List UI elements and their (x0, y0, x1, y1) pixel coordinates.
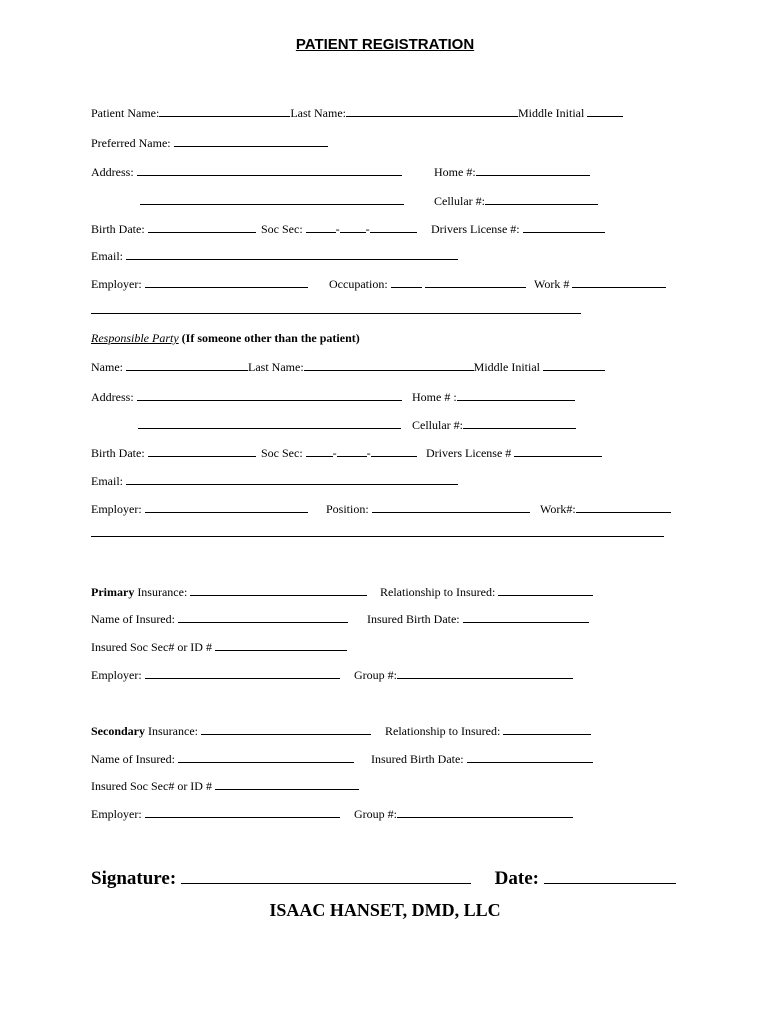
patient-employer-row (91, 276, 570, 332)
responsible-soc-sec-label: Soc Sec: (261, 446, 303, 460)
responsible-birth-date-field[interactable] (148, 445, 256, 457)
patient-first-name-label: Patient Name: (91, 106, 160, 120)
date-label: Date: (494, 868, 539, 889)
primary-name-insured-label: Name of Insured: (91, 612, 175, 626)
primary-soc-id-label: Insured Soc Sec# or ID # (91, 640, 212, 654)
patient-work-field[interactable] (572, 276, 666, 288)
secondary-insurance-field[interactable] (201, 723, 371, 735)
responsible-position-label: Position: (326, 502, 369, 516)
responsible-ssn-part3-field[interactable] (371, 445, 417, 457)
responsible-party-note: (If someone other than the patient) (181, 331, 360, 345)
secondary-name-insured-field[interactable] (178, 751, 354, 763)
responsible-email-field[interactable] (126, 473, 458, 485)
secondary-insured-birth-label: Insured Birth Date: (371, 752, 464, 766)
primary-relationship-label: Relationship to Insured: (380, 585, 496, 599)
patient-address-label: Address: (91, 165, 134, 179)
patient-birth-date-field[interactable] (148, 221, 256, 233)
responsible-ssn-part1-field[interactable] (306, 445, 333, 457)
patient-drivers-license-field[interactable] (523, 221, 605, 233)
primary-insurance-label: Insurance: (137, 585, 188, 599)
secondary-soc-id-field[interactable] (215, 778, 359, 790)
secondary-name-insured-label: Name of Insured: (91, 752, 175, 766)
section-divider (91, 536, 664, 537)
responsible-name-label: Name: (91, 360, 123, 374)
responsible-birth-row: Birth Date: Soc Sec: - - Drivers License # (91, 445, 97, 501)
secondary-group-label: Group #: (354, 807, 397, 821)
responsible-first-name-field[interactable] (126, 359, 248, 371)
primary-relationship-field[interactable] (498, 584, 593, 596)
patient-last-name-label: Last Name: (290, 106, 346, 120)
secondary-relationship-field[interactable] (503, 723, 591, 735)
responsible-birth-date-label: Birth Date: (91, 446, 145, 460)
patient-cellular-field[interactable] (485, 193, 598, 205)
preferred-name-label: Preferred Name: (91, 136, 171, 150)
primary-employer-field[interactable] (145, 667, 340, 679)
responsible-middle-initial-field[interactable] (543, 359, 605, 371)
patient-first-name-field[interactable] (159, 105, 290, 117)
responsible-position-field[interactable] (372, 501, 530, 513)
responsible-last-name-field[interactable] (304, 359, 474, 371)
preferred-name-field[interactable] (174, 135, 328, 147)
patient-home-field[interactable] (476, 164, 590, 176)
signature-row (91, 867, 676, 890)
patient-occupation-label: Occupation: (329, 277, 388, 291)
secondary-employer-row (91, 806, 397, 848)
form-title: PATIENT REGISTRATION (295, 36, 475, 53)
responsible-cellular-label: Cellular #: (412, 418, 463, 432)
patient-middle-initial-field[interactable] (587, 105, 623, 117)
patient-work-label: Work # (534, 277, 570, 291)
patient-ssn-part1-field[interactable] (306, 221, 336, 233)
responsible-cellular-field[interactable] (463, 417, 576, 429)
responsible-employer-field[interactable] (145, 501, 308, 513)
secondary-soc-row (91, 778, 212, 806)
patient-birth-row: Birth Date: Soc Sec: - - Drivers License #: (91, 221, 97, 277)
responsible-work-field[interactable] (576, 501, 671, 513)
responsible-middle-initial-label: Middle Initial (473, 360, 540, 374)
responsible-home-label: Home # : (412, 390, 457, 404)
responsible-party-heading: Responsible Party (91, 331, 179, 345)
patient-drivers-license-label: Drivers License #: (431, 222, 520, 236)
practice-name: ISAAC HANSET, DMD, LLC (269, 900, 501, 920)
patient-last-name-field[interactable] (346, 105, 518, 117)
secondary-employer-label: Employer: (91, 807, 142, 821)
primary-soc-id-field[interactable] (215, 639, 347, 651)
responsible-ssn-part2-field[interactable] (337, 445, 367, 457)
date-field[interactable] (544, 867, 676, 884)
primary-name-insured-field[interactable] (178, 611, 348, 623)
primary-group-field[interactable] (397, 667, 573, 679)
responsible-drivers-license-label: Drivers License # (426, 446, 512, 460)
responsible-work-label: Work#: (540, 502, 576, 516)
patient-email-label: Email: (91, 249, 123, 263)
patient-occupation-field-b[interactable] (425, 276, 526, 288)
primary-insurance-field[interactable] (190, 584, 367, 596)
patient-home-label: Home #: (434, 165, 476, 179)
responsible-email-label: Email: (91, 474, 123, 488)
patient-cellular-label: Cellular #: (434, 194, 485, 208)
primary-soc-row (91, 639, 212, 667)
primary-insured-birth-label: Insured Birth Date: (367, 612, 460, 626)
patient-email-row (91, 248, 123, 276)
patient-birth-date-label: Birth Date: (91, 222, 145, 236)
preferred-name-row (91, 135, 171, 163)
patient-email-field[interactable] (126, 248, 458, 260)
secondary-insurance-label: Insurance: (148, 724, 198, 738)
primary-employer-row (91, 667, 397, 709)
responsible-employer-row (91, 501, 576, 557)
responsible-heading-row (91, 331, 360, 359)
primary-employer-label: Employer: (91, 668, 142, 682)
primary-group-label: Group #: (354, 668, 397, 682)
responsible-last-name-label: Last Name: (248, 360, 304, 374)
responsible-email-row (91, 473, 123, 501)
secondary-group-field[interactable] (397, 806, 573, 818)
secondary-insured-birth-field[interactable] (467, 751, 593, 763)
patient-name-row (91, 105, 585, 133)
primary-insured-birth-field[interactable] (463, 611, 589, 623)
secondary-prefix: Secondary (91, 724, 145, 738)
patient-ssn-part3-field[interactable] (370, 221, 417, 233)
secondary-relationship-label: Relationship to Insured: (385, 724, 501, 738)
secondary-employer-field[interactable] (145, 806, 340, 818)
patient-address-field[interactable] (137, 164, 402, 176)
secondary-soc-id-label: Insured Soc Sec# or ID # (91, 779, 212, 793)
signature-label: Signature: (91, 868, 177, 889)
section-divider (91, 313, 581, 314)
responsible-name-row (91, 359, 540, 387)
patient-employer-field[interactable] (145, 276, 308, 288)
patient-address-line2-field[interactable] (140, 193, 404, 205)
signature-field[interactable] (181, 867, 471, 884)
responsible-employer-label: Employer: (91, 502, 142, 516)
responsible-drivers-license-field[interactable] (514, 445, 602, 457)
patient-soc-sec-label: Soc Sec: (261, 222, 303, 236)
patient-middle-initial-label: Middle Initial (517, 106, 585, 120)
responsible-address-label: Address: (91, 390, 134, 404)
responsible-address-field[interactable] (137, 389, 402, 401)
patient-employer-label: Employer: (91, 277, 142, 291)
patient-occupation-field-a[interactable] (391, 276, 422, 288)
responsible-home-field[interactable] (457, 389, 575, 401)
patient-ssn-part2-field[interactable] (340, 221, 366, 233)
primary-prefix: Primary (91, 585, 135, 599)
responsible-address-line2-field[interactable] (138, 417, 401, 429)
